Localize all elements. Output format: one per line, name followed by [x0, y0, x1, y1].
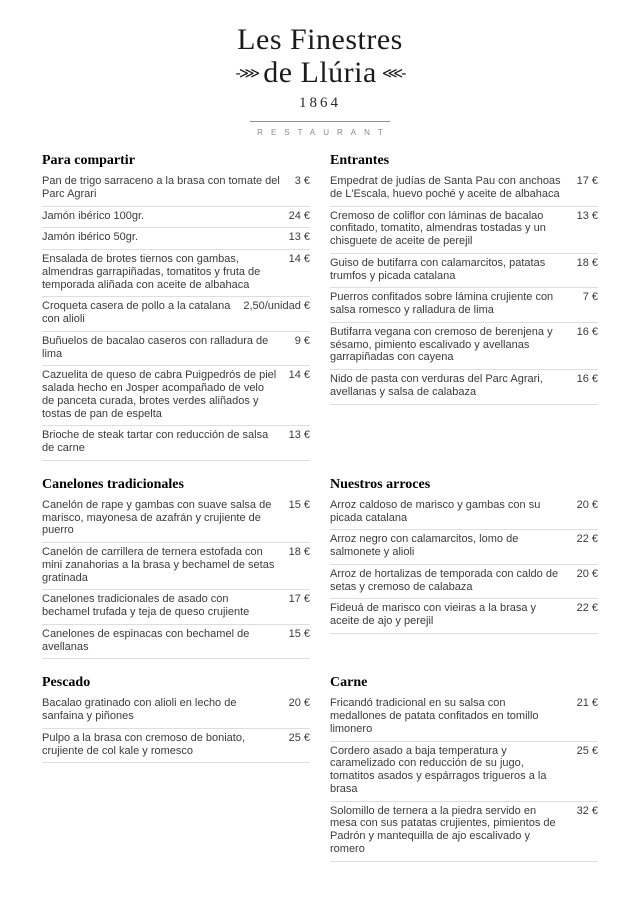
- item-price: 25 €: [288, 731, 310, 744]
- item-price: 18 €: [288, 546, 310, 558]
- menu-item: [330, 207, 598, 254]
- restaurant-name-line2: [42, 56, 598, 90]
- item-price: 9 €: [294, 334, 310, 347]
- menu-item: [42, 496, 310, 543]
- laurel-arrow-left-icon: -⋙: [235, 64, 259, 82]
- menu-item: [42, 332, 310, 367]
- item-price: 16 €: [576, 325, 598, 338]
- section-title: Pescado: [42, 675, 91, 691]
- establishment-year: 1864: [299, 95, 341, 111]
- item-price: 20 €: [576, 567, 598, 580]
- section-items: [330, 496, 598, 634]
- menu-item: [42, 543, 310, 590]
- menu-item: [330, 496, 598, 531]
- item-price: 15 €: [288, 498, 310, 511]
- item-name: Canelones tradicionales de asado con bechamel trufada y teja de queso crujiente: [42, 593, 250, 618]
- restaurant-label: RESTAURANT: [257, 128, 391, 137]
- item-name: Butifarra vegana con cremoso de berenjena y sésamo, pimiento escalivado y avellanas garrapiñadas con cayena: [330, 325, 553, 364]
- item-name: Fricandó tradicional en su salsa con medallones de patata confitados en tomillo limonero: [330, 697, 539, 735]
- item-name: Puerros confitados sobre lámina crujiente con salsa romesco y ralladura de lima: [330, 291, 554, 316]
- item-name: Arroz negro con calamarcitos, lomo de salmonete y alioli: [330, 533, 519, 558]
- item-price: 21 €: [576, 697, 598, 710]
- menu-item: [42, 729, 310, 764]
- item-name: Pan de trigo sarraceno a la brasa con tomate del Parc Agrari: [42, 175, 280, 200]
- item-name: Jamón ibérico 50gr.: [42, 231, 138, 244]
- item-name: Canelón de rape y gambas con suave salsa de marisco, mayonesa de azafrán y crujiente de puerro: [42, 498, 272, 537]
- item-name: Croqueta casera de pollo a la catalana con alioli: [42, 300, 231, 325]
- item-name: Jamón ibérico 100gr.: [42, 209, 145, 222]
- menu-item: [42, 625, 310, 660]
- menu-grid: [42, 153, 598, 862]
- section-title: Para compartir: [42, 153, 135, 168]
- item-price: 16 €: [576, 373, 598, 385]
- item-price: 18 €: [576, 256, 598, 269]
- item-price: 14 €: [288, 253, 310, 265]
- menu-item: [330, 802, 598, 862]
- item-price: 3 €: [294, 175, 310, 187]
- menu-section: [330, 153, 598, 405]
- section-title: Nuestros arroces: [330, 476, 431, 492]
- item-price: 7 €: [582, 291, 598, 304]
- item-name: Pulpo a la brasa con cremoso de boniato, crujiente de col kale y romesco: [42, 731, 246, 757]
- menu-item: [330, 370, 598, 405]
- item-name: Fideuá de marisco con vieiras a la brasa y aceite de ajo y perejil: [330, 602, 537, 627]
- item-name: Canelones de espinacas con bechamel de avellanas: [42, 627, 250, 653]
- item-price: 25 €: [576, 744, 598, 757]
- item-price: 17 €: [288, 593, 310, 606]
- menu-item: [42, 426, 310, 461]
- item-name: Solomillo de ternera a la piedra servido en mesa con sus patatas crujientes, pimientos de Padrón y mantequilla de ajo escalivado y romero: [330, 804, 556, 855]
- item-price: 17 €: [576, 175, 598, 187]
- item-name: Buñuelos de bacalao caseros con ralladura de lima: [42, 334, 269, 360]
- menu-item: [42, 590, 310, 625]
- menu-item: [330, 172, 598, 207]
- item-name: Ensalada de brotes tiernos con gambas, almendras garrapiñadas, tomatitos y fruta de temporada aliñada con aceite de albahaca: [42, 253, 261, 291]
- item-name: Cazuelita de queso de cabra Puigpedrós de piel salada hecho en Josper acompañado de velo de panceta curada, brotes verdes aliñados y tostas de pan de espelta: [42, 369, 277, 420]
- menu-section: [42, 477, 310, 660]
- menu-section: [42, 153, 310, 461]
- item-name: Guiso de butifarra con calamarcitos, patatas trumfos y picada catalana: [330, 256, 546, 282]
- menu-item: [330, 599, 598, 634]
- menu-section: [42, 675, 310, 763]
- item-price: 14 €: [288, 369, 310, 382]
- item-name: Empedrat de judías de Santa Pau con anchoas de L'Escala, huevo poché y aceite de albahaca: [330, 175, 561, 200]
- menu-item: [330, 254, 598, 289]
- item-name: Brioche de steak tartar con reducción de salsa de carne: [42, 429, 269, 454]
- item-price: 22 €: [576, 602, 598, 615]
- menu-item: [42, 694, 310, 729]
- menu-item: [42, 207, 310, 229]
- item-price: 22 €: [576, 533, 598, 546]
- menu-item: [42, 228, 310, 250]
- menu-item: [42, 250, 310, 297]
- item-name: Cordero asado a baja temperatura y caramelizado con reducción de su jugo, tomatitos asados y espárragos trigueros a la brasa: [330, 744, 547, 795]
- item-price: 15 €: [288, 627, 310, 640]
- menu-item: [330, 694, 598, 741]
- menu-header: [42, 0, 598, 137]
- menu-item: [42, 172, 310, 207]
- item-price: 20 €: [288, 697, 310, 710]
- section-items: [42, 172, 310, 461]
- item-name: Arroz caldoso de marisco y gambas con su picada catalana: [330, 498, 541, 524]
- section-items: [330, 172, 598, 405]
- item-price: 32 €: [576, 804, 598, 817]
- item-price: 2,50/unidad €: [243, 300, 310, 313]
- menu-section: [330, 477, 598, 634]
- section-title: Carne: [330, 675, 368, 691]
- section-items: [330, 694, 598, 861]
- menu-section: [330, 675, 598, 861]
- item-price: 24 €: [288, 209, 310, 222]
- item-price: 13 €: [288, 231, 310, 244]
- item-price: 13 €: [576, 209, 598, 222]
- section-title: Canelones tradicionales: [42, 476, 184, 492]
- menu-item: [42, 297, 310, 332]
- item-price: 20 €: [576, 498, 598, 511]
- menu-item: [330, 742, 598, 802]
- menu-item: [42, 366, 310, 426]
- item-name: Cremoso de coliflor con láminas de bacalao confitado, tomatito, almendras tostadas y un chisguete de aceite de perejil: [330, 209, 546, 247]
- menu-item: [330, 530, 598, 565]
- item-name: Nido de pasta con verduras del Parc Agrari, avellanas y salsa de calabaza: [330, 373, 543, 398]
- item-price: 13 €: [288, 429, 310, 442]
- menu-item: [330, 288, 598, 323]
- item-name: Arroz de hortalizas de temporada con caldo de setas y cremoso de calabaza: [330, 567, 559, 593]
- restaurant-name-line1: Les Finestres: [237, 23, 403, 56]
- menu-item: [330, 565, 598, 600]
- restaurant-name-line2-text: de Llúria: [263, 56, 377, 89]
- section-title: Entrantes: [330, 153, 390, 168]
- item-name: Bacalao gratinado con alioli en lecho de sanfaina y piñones: [42, 697, 237, 722]
- section-items: [42, 496, 310, 660]
- menu-item: [330, 323, 598, 370]
- item-name: Canelón de carrillera de ternera estofada con mini zanahorias a la brasa y bechamel de setas gratinada: [42, 546, 275, 584]
- section-items: [42, 694, 310, 763]
- laurel-arrow-right-icon: ⋘-: [381, 64, 405, 82]
- header-divider: [250, 121, 390, 122]
